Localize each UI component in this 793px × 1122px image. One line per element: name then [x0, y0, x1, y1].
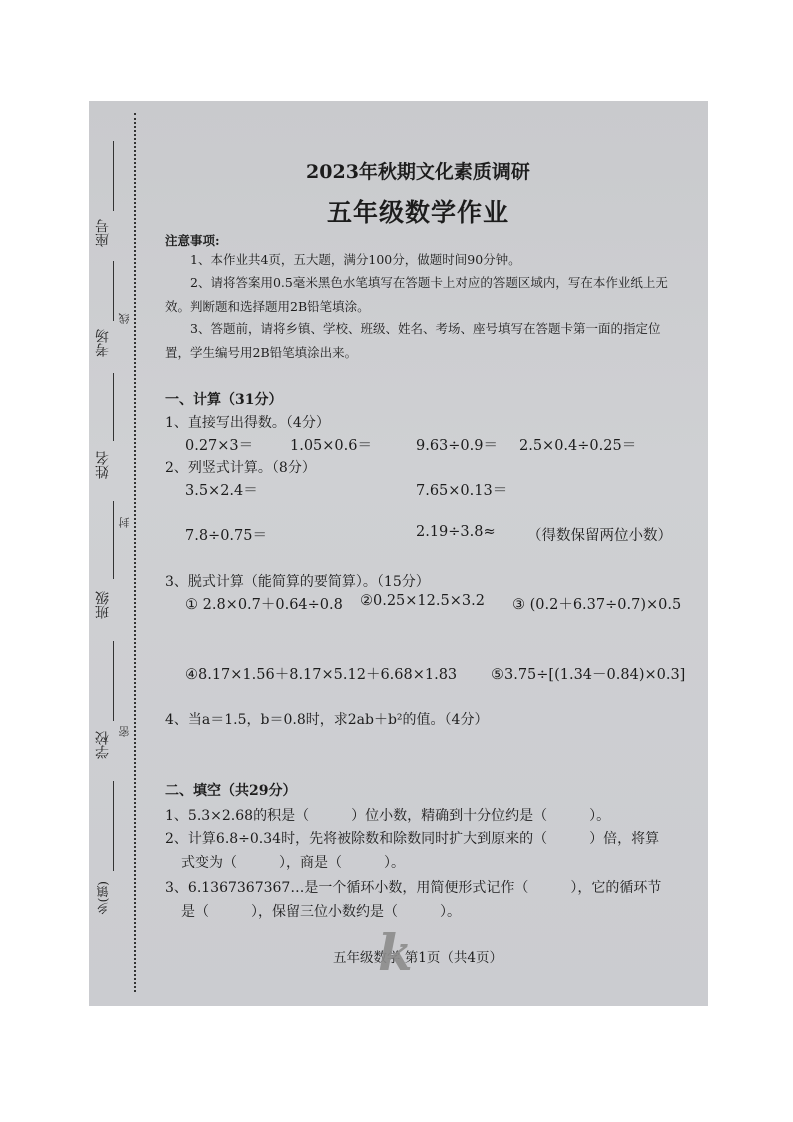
town-label: 乡(镇): [96, 881, 110, 915]
seal-dotted-line: [134, 113, 136, 992]
q4-label: 4、当a＝1.5，b＝0.8时，求2ab＋b²的值。（4分）: [165, 712, 489, 728]
q2-label: 2、列竖式计算。（8分）: [165, 460, 316, 476]
q2-item-3: 7.8÷0.75＝: [185, 528, 267, 544]
q3-item-5: ⑤3.75÷[(1.34－0.84)×0.3]: [491, 667, 686, 683]
seat-label: 座号: [95, 219, 111, 247]
exam-room-fill-line: [113, 261, 114, 321]
notice-item-1: 1、本作业共4页，五大题，满分100分，做题时间90分钟。: [190, 252, 521, 267]
notice-item-3: 3、答题前，请将乡镇、学校、班级、姓名、考场、座号填写在答题卡第一面的指定位置，学生编号用2B铅笔填涂出来。: [165, 321, 661, 360]
notice-heading: 注意事项:: [165, 233, 220, 248]
fill-item-2: 2、计算6.8÷0.34时，先将被除数和除数同时扩大到原来的（ ）倍，将算: [165, 831, 660, 847]
school-fill-line: [113, 641, 114, 721]
binding-margin: [89, 101, 149, 1006]
fill-item-3: 3、6.1367367367…是一个循环小数，用简便形式记作（ ），它的循环节: [165, 880, 662, 896]
fill-item-1: 1、5.3×2.68的积是（ ）位小数，精确到十分位约是（ ）。: [165, 808, 611, 824]
section1-title: 一、计算（31分）: [165, 392, 283, 408]
q2-note: （得数保留两位小数）: [527, 528, 672, 544]
fill-item-2-cont: 式变为（ ），商是（ ）。: [181, 855, 405, 871]
section2-title: 二、填空（共29分）: [165, 783, 297, 799]
exam-sheet: [89, 101, 708, 1006]
q2-item-1: 3.5×2.4＝: [185, 483, 258, 499]
class-label: 班级: [95, 591, 111, 619]
q3-item-2: ②0.25×12.5×3.2: [360, 593, 485, 609]
notice-item-2: 2、请将答案用0.5毫米黑色水笔填写在答题卡上对应的答题区域内，写在本作业纸上无效。判断题和选择题用2B铅笔填涂。: [165, 275, 668, 314]
class-fill-line: [113, 501, 114, 579]
q1-item-2: 1.05×0.6＝: [290, 438, 372, 454]
exam-room-label: 考场: [95, 329, 111, 357]
q3-label: 3、脱式计算（能简算的要简算）。（15分）: [165, 574, 430, 590]
fill-item-3-cont: 是（ ），保留三位小数约是（ ）。: [181, 904, 461, 920]
q1-label: 1、直接写出得数。（4分）: [165, 415, 330, 431]
q1-item-3: 9.63÷0.9＝: [416, 438, 498, 454]
seat-fill-line: [113, 141, 114, 211]
exam-subtitle: 五年级数学作业: [326, 198, 509, 227]
q1-item-1: 0.27×3＝: [185, 438, 254, 454]
q3-item-1: ① 2.8×0.7＋0.64÷0.8: [185, 597, 343, 613]
q3-item-4: ④8.17×1.56＋8.17×5.12＋6.68×1.83: [185, 667, 458, 683]
watermark-logo: k: [378, 923, 413, 982]
name-label: 姓名: [95, 451, 111, 479]
exam-title: 2023年秋期文化素质调研: [306, 161, 530, 183]
q1-item-4: 2.5×0.4÷0.25＝: [519, 438, 637, 454]
page-footer: 五年级数学 第1页（共4页）: [333, 950, 503, 966]
name-fill-line: [113, 373, 114, 441]
school-label: 学校: [95, 731, 111, 759]
seal-seal-text: 封: [118, 517, 131, 528]
q3-item-3: ③ (0.2＋6.37÷0.7)×0.5: [512, 597, 682, 613]
town-fill-line: [113, 781, 114, 871]
seal-line-text: 线: [118, 313, 131, 324]
seal-secret-text: 密: [118, 726, 131, 737]
q2-item-4: 2.19÷3.8≈: [416, 524, 496, 540]
page-content: [153, 101, 703, 1006]
q2-item-2: 7.65×0.13＝: [416, 483, 508, 499]
